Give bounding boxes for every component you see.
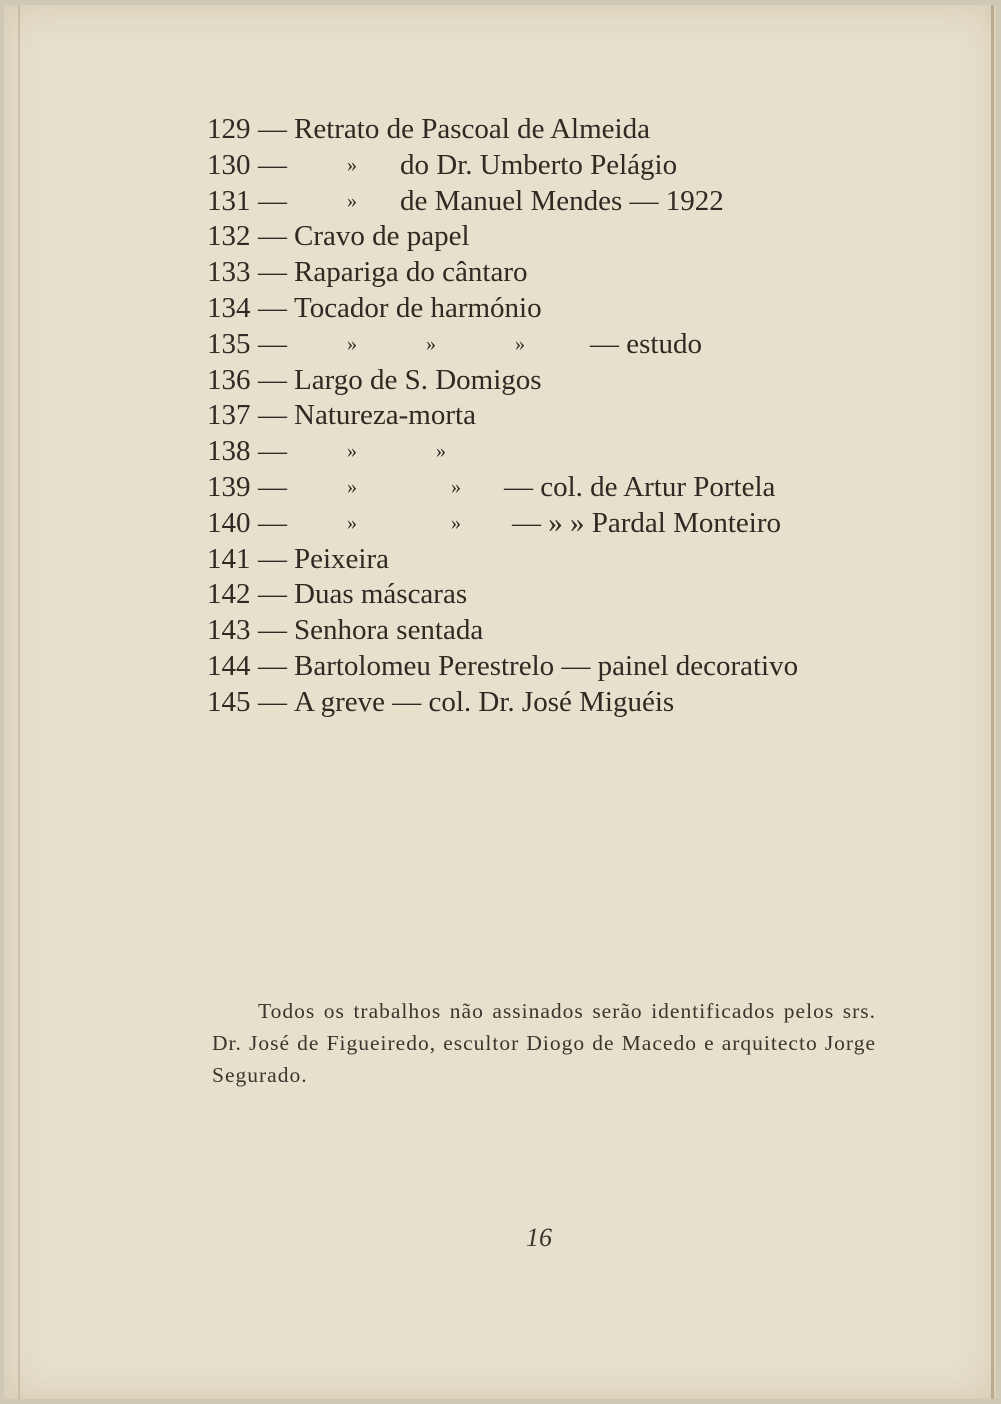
item-dash: — <box>258 327 287 360</box>
note-text: Todos os trabalhos não assinados serão identificados pelos srs. Dr. José de Figueiredo, escultor Diogo de Macedo e arquitecto Jorge Segurado. <box>212 999 876 1087</box>
item-number: 129 <box>207 113 251 145</box>
ditto-mark: » <box>451 475 461 498</box>
item-number: 145 <box>207 685 251 718</box>
item-number: 139 <box>207 470 251 503</box>
ditto-mark: » <box>426 332 436 355</box>
item-number: 140 <box>207 506 251 539</box>
item-dash: — <box>258 435 287 468</box>
ditto-mark: » <box>347 332 357 355</box>
item-title: Peixeira <box>294 542 390 575</box>
item-title: Rapariga do cântaro <box>294 256 528 289</box>
item-number: 137 <box>207 399 251 432</box>
ditto-mark: » <box>515 332 525 355</box>
page-edge <box>18 5 20 1399</box>
item-dash: — <box>258 614 287 647</box>
item-dash: — <box>258 113 287 145</box>
ditto-mark: » <box>347 475 357 498</box>
item-number: 136 <box>207 363 251 396</box>
item-dash: — <box>258 363 287 396</box>
ditto-mark: » <box>347 440 357 463</box>
item-dash: — <box>258 256 287 289</box>
item-number: 131 <box>207 184 251 217</box>
item-title: — estudo <box>590 327 702 360</box>
item-dash: — <box>258 399 287 432</box>
page-edge <box>991 5 994 1399</box>
item-title: de Manuel Mendes — 1922 <box>400 184 724 217</box>
item-number: 142 <box>207 578 251 611</box>
item-title: Cravo de papel <box>294 220 470 253</box>
item-dash: — <box>258 506 287 539</box>
ditto-mark: » <box>436 440 446 463</box>
item-dash: — <box>258 470 287 503</box>
item-number: 133 <box>207 256 251 289</box>
item-number: 135 <box>207 327 251 360</box>
attribution-note <box>212 995 876 1091</box>
item-dash: — <box>258 649 287 682</box>
item-dash: — <box>258 220 287 253</box>
item-dash: — <box>258 542 287 575</box>
item-number: 132 <box>207 220 251 253</box>
page-number: 16 <box>526 1223 552 1252</box>
item-dash: — <box>258 291 287 324</box>
item-dash: — <box>258 685 287 718</box>
ditto-mark: » <box>347 511 357 534</box>
item-title: A greve — col. Dr. José Miguéis <box>294 685 675 718</box>
item-title: Senhora sentada <box>294 614 484 647</box>
item-dash: — <box>258 184 287 217</box>
item-title: Largo de S. Domigos <box>294 363 542 396</box>
item-title: Duas máscaras <box>294 578 468 611</box>
item-number: 130 <box>207 148 251 181</box>
item-title: do Dr. Umberto Pelágio <box>400 148 678 181</box>
ditto-mark: » <box>451 511 461 534</box>
item-number: 138 <box>207 435 251 468</box>
item-number: 144 <box>207 649 251 682</box>
ditto-mark: » <box>347 153 357 176</box>
item-dash: — <box>258 578 287 611</box>
item-title: Bartolomeu Perestrelo — painel decorativo <box>294 649 799 682</box>
item-number: 143 <box>207 614 251 647</box>
item-title: Natureza-morta <box>294 399 476 432</box>
item-dash: — <box>258 148 287 181</box>
page <box>4 5 996 1399</box>
item-title: — col. de Artur Portela <box>504 470 776 503</box>
item-title: Retrato de Pascoal de Almeida <box>294 113 650 145</box>
item-number: 134 <box>207 291 251 324</box>
ditto-mark: » <box>347 189 357 212</box>
item-number: 141 <box>207 542 251 575</box>
item-title: Tocador de harmónio <box>294 291 542 324</box>
item-title: — » » Pardal Monteiro <box>512 506 782 539</box>
